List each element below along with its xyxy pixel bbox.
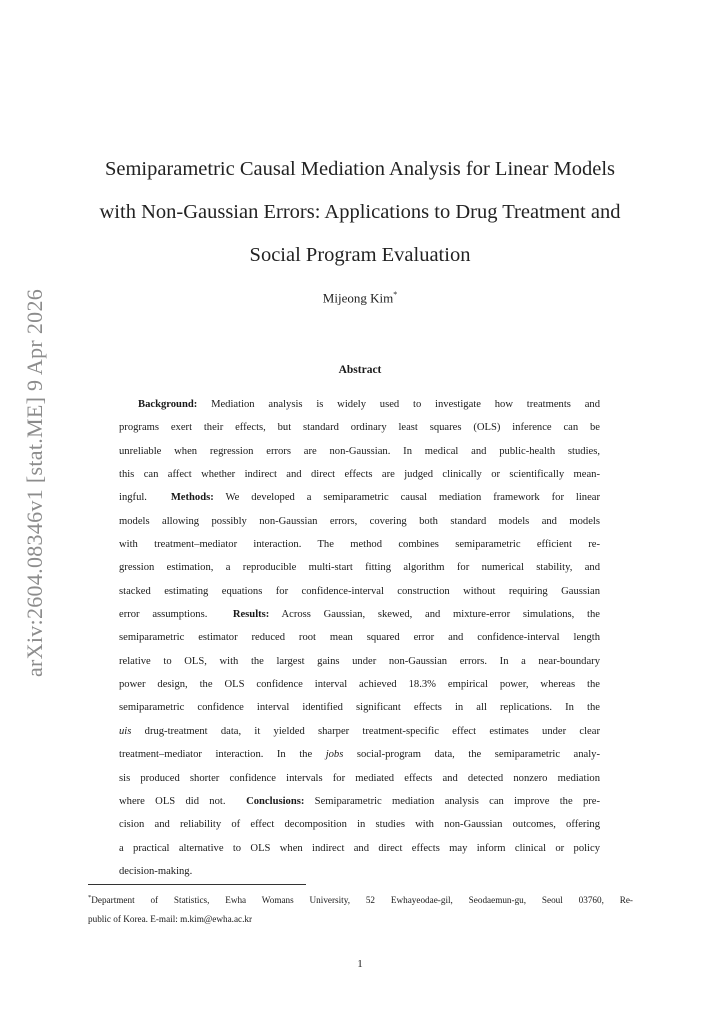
author-footnote-mark: * <box>393 290 398 299</box>
abstract-line: with treatment–mediator interaction. The method combines semiparametric efficient re- <box>119 539 600 551</box>
footnote-mark: * <box>88 894 92 901</box>
abstract-line: sis produced shorter confidence intervals for mediated effects and detected nonzero mediation <box>119 772 600 784</box>
abstract-body <box>119 393 600 883</box>
abstract-line: gression estimation, a reproducible multi-start fitting algorithm for numerical stability, and <box>119 562 600 574</box>
abstract-line: decision-making. <box>119 865 193 877</box>
results-label: Results: <box>232 609 270 621</box>
footnote-line: public of Korea. E-mail: m.kim@ewha.ac.kr <box>88 914 253 925</box>
jobs-term: jobs <box>325 749 344 761</box>
abstract-line: ingful. Methods: We developed a semiparametric causal mediation framework for linear <box>119 492 601 504</box>
abstract-line: stacked estimating equations for confidence-interval construction without requiring Gaussian <box>119 585 600 597</box>
abstract-heading: Abstract <box>338 364 382 376</box>
abstract-line: unreliable when regression errors are non-Gaussian. In medical and public-health studies, <box>119 445 600 457</box>
abstract-line: semiparametric estimator reduced root mean squared error and confidence-interval length <box>119 632 600 644</box>
author-name: Mijeong Kim <box>322 290 394 306</box>
uis-term: uis <box>119 725 132 737</box>
abstract-line: where OLS did not. Conclusions: Semiparametric mediation analysis can improve the pre- <box>119 795 600 807</box>
page-number: 1 <box>357 958 363 970</box>
abstract-line: treatment–mediator interaction. In the jobs social-program data, the semiparametric analy- <box>119 749 601 761</box>
abstract-line: cision and reliability of effect decomposition in studies with non-Gaussian outcomes, offering <box>119 819 600 831</box>
abstract-line: uis drug-treatment data, it yielded sharper treatment-specific effect estimates under clear <box>119 725 600 737</box>
abstract-line: programs exert their effects, but standard ordinary least squares (OLS) inference can be <box>119 422 600 434</box>
abstract-line: a practical alternative to OLS when indirect and direct effects may inform clinical or policy <box>119 842 600 854</box>
abstract-line: this can affect whether indirect and direct effects are judged clinically or scientifically mean- <box>119 469 600 481</box>
abstract-line: semiparametric confidence interval identified significant effects in all replications. In the <box>119 702 600 714</box>
abstract-line: power design, the OLS confidence interval achieved 18.3% empirical power, whereas the <box>119 679 600 691</box>
abstract-line: error assumptions. Results: Across Gaussian, skewed, and mixture-error simulations, the <box>119 609 600 621</box>
arxiv-identifier: arXiv:2604.08346v1 [stat.ME] 9 Apr 2026 <box>22 288 47 677</box>
abstract-line: Background: Mediation analysis is widely used to investigate how treatments and <box>138 399 600 410</box>
footnote-rule <box>88 884 306 885</box>
paper-title <box>70 148 650 277</box>
abstract-line: relative to OLS, with the largest gains under non-Gaussian errors. In a near-boundary <box>119 655 600 667</box>
footnote <box>88 888 633 929</box>
footnote-line: *Department of Statistics, Ewha Womans University, 52 Ewhayeodae-gil, Seodaemun-gu, Seoul 03760, Re- <box>88 894 633 906</box>
conclusions-label: Conclusions: <box>246 795 305 807</box>
author-line <box>70 290 650 306</box>
arxiv-sidebar <box>18 288 52 677</box>
methods-label: Methods: <box>170 492 214 504</box>
abstract-line: models allowing possibly non-Gaussian errors, covering both standard models and models <box>119 515 600 527</box>
title-line-3: Social Program Evaluation <box>249 244 471 266</box>
background-label: Background: <box>138 399 198 410</box>
title-line-1: Semiparametric Causal Mediation Analysis for Linear Models <box>104 158 616 180</box>
title-line-2: with Non-Gaussian Errors: Applications to Drug Treatment and <box>99 201 621 223</box>
